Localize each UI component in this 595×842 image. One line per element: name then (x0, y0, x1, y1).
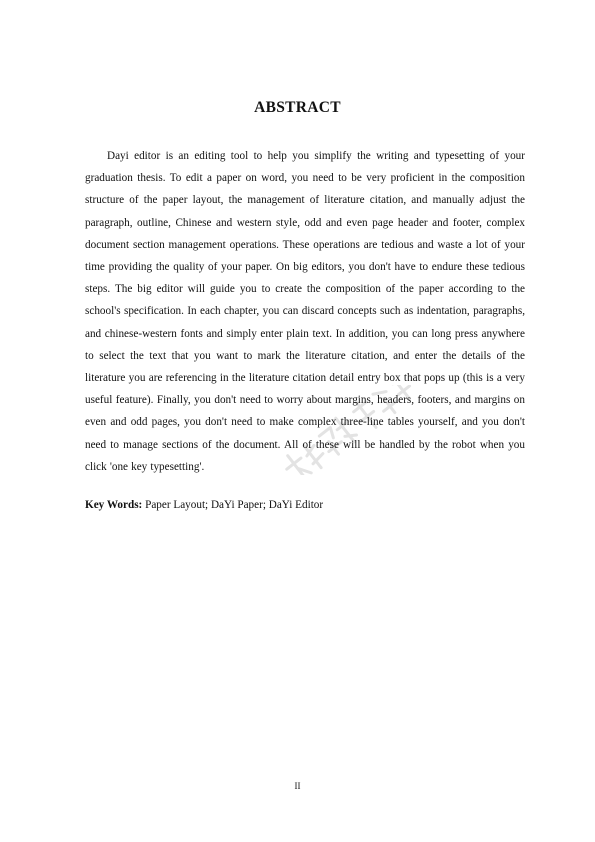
keywords-value: Paper Layout; DaYi Paper; DaYi Editor (145, 499, 324, 511)
keywords-label: Key Words: (85, 499, 143, 511)
page-title: ABSTRACT (254, 99, 341, 116)
abstract-paragraph: Dayi editor is an editing tool to help you simplify the writing and typesetting of your graduation thesis. To edit a paper on word, you need to be very proficient in the composition structure of the paper layout, the management of literature citation, and manually adjust the paragraph, outline, Chinese and western style, odd and even page header and footer, complex document section management operations. These operations are tedious and waste a lot of your time providing the quality of your paper. On big editors, you don't have to endure these tedious steps. The big editor will guide you to create the composition of the paper according to the school's specification. In each chapter, you can discard concepts such as indentation, paragraphs, and chinese-western fonts and simply enter plain text. In addition, you can long press anywhere to select the text that you want to mark the literature citation, and enter the details of the literature you are referencing in the literature citation detail entry box that pops up (this is a very useful feature). Finally, you don't need to worry about margins, headers, footers, and margins on even and odd pages, you don't need to make complex three-line tables yourself, and you don't need to manage sections of the document. All of these will be handled by the robot when you click 'one key typesetting'. (85, 150, 525, 473)
keywords-line (85, 495, 525, 515)
page-number: II (294, 781, 301, 791)
